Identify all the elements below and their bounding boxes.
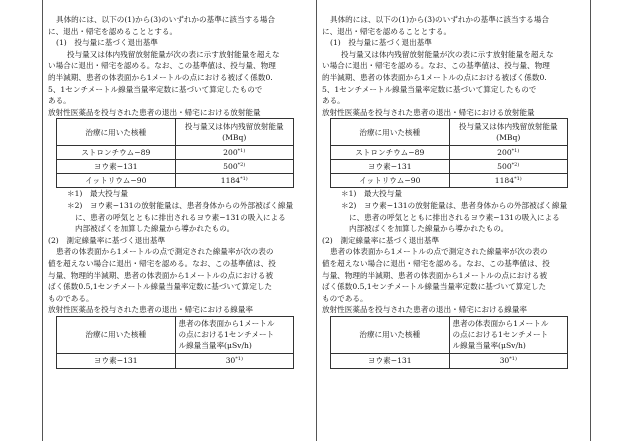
body-line: ばく係数0.5,1センチメートル線量当量率定数に基づいて算定した <box>48 282 273 292</box>
header-nuclide: 治療に用いた核種 <box>57 316 176 353</box>
footnote: ＊1) 最大投与量 <box>67 189 128 199</box>
value-text: 1184 <box>220 176 241 186</box>
nuclide-cell: ヨウ素−131 <box>57 353 176 368</box>
activity-table <box>56 118 294 188</box>
footnote: に、患者の呼気とともに排出されるヨウ素−131の吸入による <box>75 212 286 222</box>
body-line: ある。 <box>48 96 71 106</box>
note-ref: *1) <box>235 356 243 363</box>
right-border <box>590 0 591 441</box>
table-row <box>57 160 294 174</box>
header-nuclide: 治療に用いた核種 <box>331 316 450 353</box>
note-ref: *1) <box>514 176 522 183</box>
header-activity-unit: (MBq) <box>222 133 247 143</box>
left-column <box>48 14 310 369</box>
table-header-row <box>331 316 568 353</box>
body-line: 値を超えない場合に退出・帰宅を認める。なお、この基準値は、投 <box>322 258 550 268</box>
table-row <box>57 146 294 160</box>
header-nuclide: 治療に用いた核種 <box>57 119 176 146</box>
value-text: 200 <box>497 148 512 158</box>
header-line: ル線量当量率(μSv/h) <box>178 341 252 351</box>
left-border <box>42 0 43 441</box>
body-line: 的半減期、患者の体表面から1メートルの点における被ばく係数0. <box>322 72 547 82</box>
header-line: ル線量当量率(μSv/h) <box>452 341 526 351</box>
header-dose-rate <box>175 316 294 353</box>
value-text: 200 <box>223 148 238 158</box>
value-cell <box>449 146 568 160</box>
nuclide-cell: ヨウ素−131 <box>331 353 450 368</box>
body-line: ばく係数0.5,1センチメートル線量当量率定数に基づいて算定した <box>322 282 547 292</box>
note-ref: *2) <box>237 162 246 169</box>
value-cell <box>449 353 568 368</box>
table-header-row <box>57 119 294 146</box>
note-ref: *2) <box>511 162 520 169</box>
table-caption: 放射性医薬品を投与された患者の退出・帰宅における線量率 <box>48 305 254 315</box>
footnote: 内部被ばくを加算した線量から導かれたもの。 <box>75 224 235 234</box>
value-cell <box>175 160 294 174</box>
nuclide-cell: ヨウ素−131 <box>331 160 450 174</box>
intro-line: 具体的には、以下の(1)から(3)のいずれかの基準に該当する場合 <box>330 15 549 24</box>
value-cell <box>449 174 568 188</box>
body-line: い場合に退出・帰宅を認める。なお、この基準値は、投与量、物理 <box>48 61 276 71</box>
body-line: ある。 <box>322 96 345 106</box>
table-row <box>331 353 568 368</box>
body-line: 投与量又は体内残留放射能量が次の表に示す放射能量を超えな <box>341 49 554 59</box>
header-line: 患者の体表面から1メートル <box>452 319 549 329</box>
table-caption: 放射性医薬品を投与された患者の退出・帰宅における線量率 <box>322 305 528 315</box>
dose-rate-table <box>330 316 568 369</box>
note-ref: *1) <box>509 356 517 363</box>
body-line: ものである。 <box>322 293 368 303</box>
body-line: ものである。 <box>48 293 94 303</box>
center-divider <box>316 0 317 441</box>
nuclide-cell: ストロンチウム−89 <box>57 146 176 160</box>
body-line: 患者の体表面から1メートルの点で測定された線量率が次の表の <box>330 247 548 257</box>
nuclide-cell: イットリウム−90 <box>331 174 450 188</box>
section-heading: (2) 測定線量率に基づく退出基準 <box>322 235 440 245</box>
value-cell <box>175 353 294 368</box>
table-header-row <box>57 316 294 353</box>
header-nuclide: 治療に用いた核種 <box>331 119 450 146</box>
section-heading: (2) 測定線量率に基づく退出基準 <box>48 235 166 245</box>
header-activity <box>175 119 294 146</box>
table-row <box>331 160 568 174</box>
activity-table <box>330 118 568 188</box>
table-header-row <box>331 119 568 146</box>
footnote: ＊2) ヨウ素−131の放射能量は、患者身体からの外部被ばく線量 <box>67 200 294 210</box>
table-row <box>57 353 294 368</box>
table-row <box>331 174 568 188</box>
dose-rate-table <box>56 316 294 369</box>
header-activity-line1: 投与量又は体内残留放射能量 <box>458 121 558 131</box>
body-line: 的半減期、患者の体表面から1メートルの点における被ばく係数0. <box>48 72 273 82</box>
table-caption: 放射性医薬品を投与された患者の退出・帰宅における放射能量 <box>322 107 535 117</box>
nuclide-cell: イットリウム−90 <box>57 174 176 188</box>
note-ref: *1) <box>511 148 520 155</box>
body-line: 与量、物理的半減期、患者の体表面から1メートルの点における被 <box>48 270 274 280</box>
value-text: 500 <box>223 162 238 172</box>
table-row <box>57 174 294 188</box>
header-line: の点における1センチメート <box>178 330 275 340</box>
note-ref: *1) <box>237 148 246 155</box>
table-caption: 放射性医薬品を投与された患者の退出・帰宅における放射能量 <box>48 107 261 117</box>
value-text: 1184 <box>494 176 515 186</box>
footnote: ＊1) 最大投与量 <box>341 189 402 199</box>
footnote: に、患者の呼気とともに排出されるヨウ素−131の吸入による <box>349 212 560 222</box>
body-line: 患者の体表面から1メートルの点で測定された線量率が次の表の <box>56 247 274 257</box>
body-line: 5、1センチメートル線量当量率定数に基づいて算定したもので <box>322 84 537 94</box>
intro-line: 具体的には、以下の(1)から(3)のいずれかの基準に該当する場合 <box>56 15 275 24</box>
footnote: 内部被ばくを加算した線量から導かれたもの。 <box>349 224 509 234</box>
section-heading: (1) 投与量に基づく退出基準 <box>330 38 432 48</box>
header-activity-unit: (MBq) <box>496 133 521 143</box>
value-cell <box>175 174 294 188</box>
intro-line: に、退出・帰宅を認めることとする。 <box>48 26 178 36</box>
right-column <box>322 14 584 369</box>
body-line: 投与量又は体内残留放射能量が次の表に示す放射能量を超えな <box>67 49 280 59</box>
value-cell <box>449 160 568 174</box>
header-line: の点における1センチメート <box>452 330 549 340</box>
value-cell <box>175 146 294 160</box>
value-text: 500 <box>497 162 512 172</box>
intro-line: に、退出・帰宅を認めることとする。 <box>322 26 452 36</box>
body-line: 値を超えない場合に退出・帰宅を認める。なお、この基準値は、投 <box>48 258 276 268</box>
header-activity-line1: 投与量又は体内残留放射能量 <box>184 121 284 131</box>
body-line: 与量、物理的半減期、患者の体表面から1メートルの点における被 <box>322 270 548 280</box>
body-line: 5、1センチメートル線量当量率定数に基づいて算定したもので <box>48 84 263 94</box>
nuclide-cell: ストロンチウム−89 <box>331 146 450 160</box>
header-dose-rate <box>449 316 568 353</box>
body-line: い場合に退出・帰宅を認める。なお、この基準値は、投与量、物理 <box>322 61 550 71</box>
note-ref: *1) <box>240 176 248 183</box>
section-heading: (1) 投与量に基づく退出基準 <box>56 38 158 48</box>
header-activity <box>449 119 568 146</box>
table-row <box>331 146 568 160</box>
nuclide-cell: ヨウ素−131 <box>57 160 176 174</box>
header-line: 患者の体表面から1メートル <box>178 319 275 329</box>
footnote: ＊2) ヨウ素−131の放射能量は、患者身体からの外部被ばく線量 <box>341 200 568 210</box>
value-text: 30 <box>499 356 510 366</box>
value-text: 30 <box>225 356 236 366</box>
